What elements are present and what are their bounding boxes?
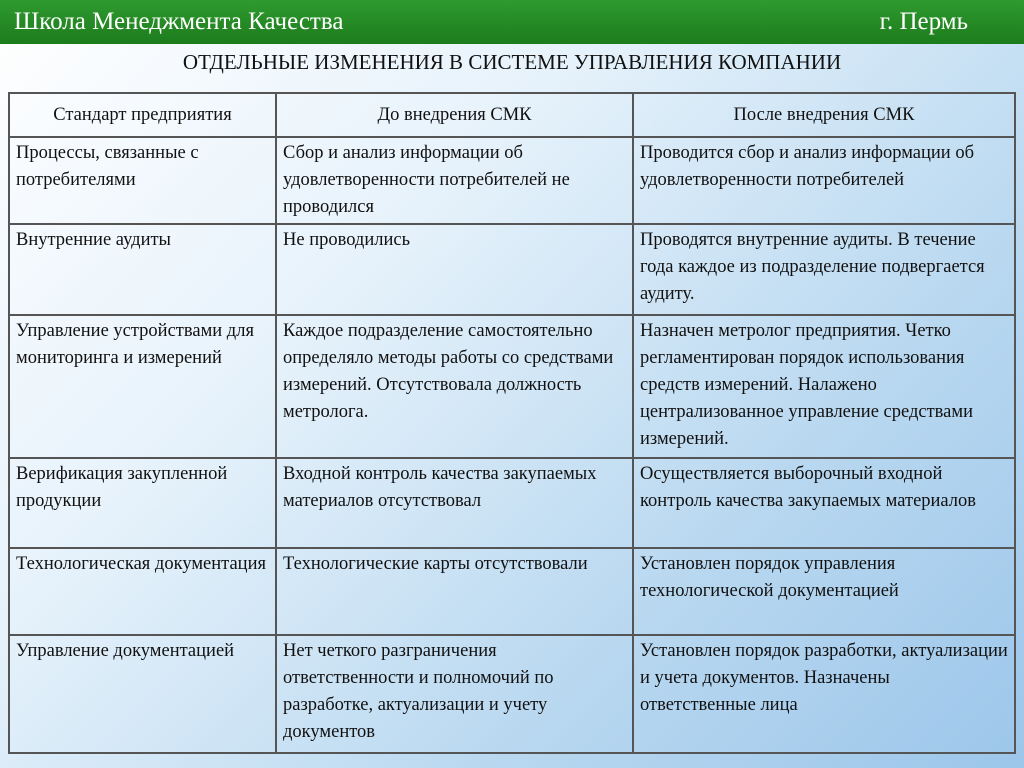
cell-after: Проводятся внутренние аудиты. В течение года каждое из подразделение подвергается аудиту. — [633, 224, 1015, 315]
cell-after: Установлен порядок разработки, актуализации и учета документов. Назначены ответственные лица — [633, 635, 1015, 753]
cell-after: Осуществляется выборочный входной контроль качества закупаемых материалов — [633, 458, 1015, 548]
cell-before: Технологические карты отсутствовали — [276, 548, 633, 635]
cell-standard: Верификация закупленной продукции — [9, 458, 276, 548]
column-header: До внедрения СМК — [276, 93, 633, 137]
table-row — [9, 458, 1015, 548]
school-name: Школа Менеджмента Качества — [14, 8, 344, 35]
cell-standard: Управление документацией — [9, 635, 276, 753]
cell-before: Нет четкого разграничения ответственности и полномочий по разработке, актуализации и учету документов — [276, 635, 633, 753]
city-name: г. Пермь — [879, 8, 968, 35]
table-header-row — [9, 93, 1015, 137]
cell-standard: Внутренние аудиты — [9, 224, 276, 315]
slide-title: ОТДЕЛЬНЫЕ ИЗМЕНЕНИЯ В СИСТЕМЕ УПРАВЛЕНИЯ КОМПАНИИ — [182, 50, 842, 74]
table-row — [9, 548, 1015, 635]
table-row — [9, 315, 1015, 458]
column-header: После внедрения СМК — [633, 93, 1015, 137]
comparison-table-wrapper — [8, 92, 1014, 754]
table-row — [9, 137, 1015, 224]
table-row — [9, 224, 1015, 315]
cell-standard: Процессы, связанные с потребителями — [9, 137, 276, 224]
cell-standard: Технологическая документация — [9, 548, 276, 635]
comparison-table — [8, 92, 1016, 754]
cell-after: Проводится сбор и анализ информации об удовлетворенности потребителей — [633, 137, 1015, 224]
cell-after: Установлен порядок управления технологической документацией — [633, 548, 1015, 635]
table-row — [9, 635, 1015, 753]
cell-standard: Управление устройствами для мониторинга и измерений — [9, 315, 276, 458]
column-header: Стандарт предприятия — [9, 93, 276, 137]
cell-before: Сбор и анализ информации об удовлетворенности потребителей не проводился — [276, 137, 633, 224]
header-bar — [0, 0, 1024, 44]
cell-before: Входной контроль качества закупаемых материалов отсутствовал — [276, 458, 633, 548]
cell-after: Назначен метролог предприятия. Четко регламентирован порядок использования средств измерений. Налажено централизованное управление средствами измерений. — [633, 315, 1015, 458]
cell-before: Не проводились — [276, 224, 633, 315]
cell-before: Каждое подразделение самостоятельно определяло методы работы со средствами измерений. Отсутствовала должность метролога. — [276, 315, 633, 458]
